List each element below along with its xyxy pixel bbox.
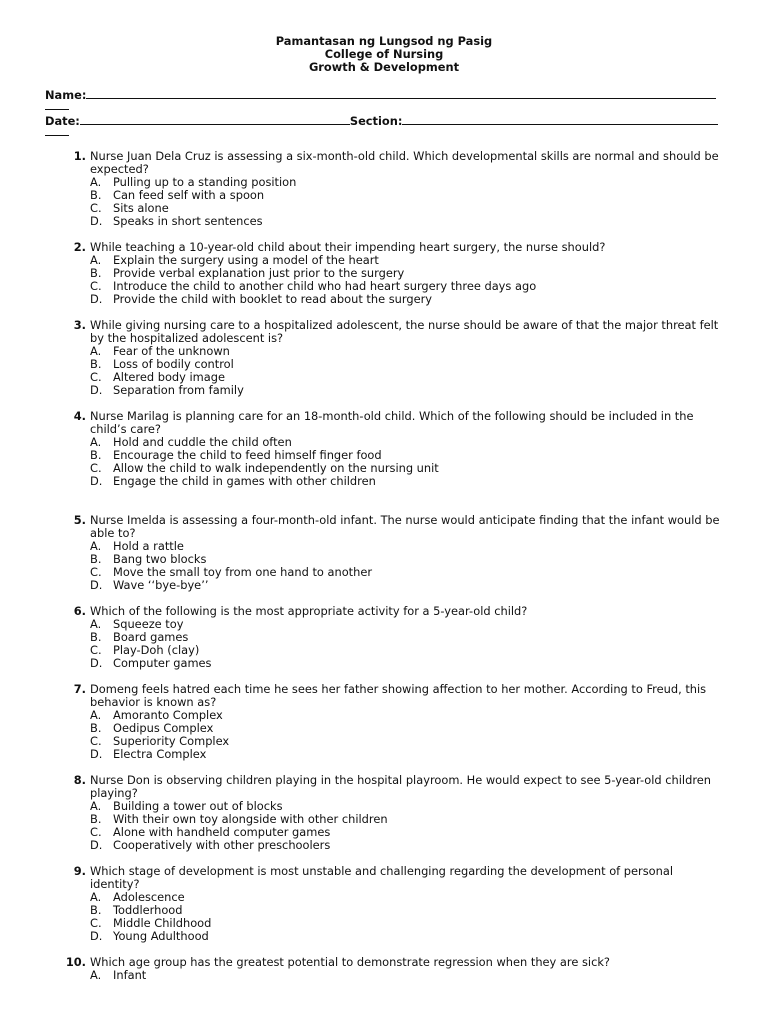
name-label: Name: (45, 88, 87, 102)
option-letter: D. (90, 474, 103, 488)
question-list (0, 150, 768, 995)
option-text: Oedipus Complex (113, 721, 214, 735)
option-letter: A. (90, 253, 102, 267)
option-letter: A. (90, 890, 102, 904)
option-text: Provide verbal explanation just prior to the surgery (113, 266, 405, 280)
answer-option (90, 891, 768, 904)
option-text: Infant (113, 968, 147, 982)
option-letter: C. (90, 461, 102, 475)
question-item (0, 605, 768, 670)
option-text: Engage the child in games with other children (113, 474, 376, 488)
subject-title: Growth & Development (308, 60, 460, 74)
question-item (0, 683, 768, 761)
date-label: Date: (45, 114, 80, 128)
date-blank-line[interactable] (80, 114, 350, 125)
name-blank-line[interactable] (86, 88, 716, 99)
option-letter: C. (90, 279, 102, 293)
question-item (0, 319, 768, 397)
option-letter: C. (90, 643, 102, 657)
answer-option (90, 748, 768, 761)
option-text: Introduce the child to another child who had heart surgery three days ago (113, 279, 537, 293)
option-text: Squeeze toy (113, 617, 184, 631)
section-label: Section: (349, 114, 403, 128)
option-letter: D. (90, 383, 103, 397)
question-number: 3. (73, 318, 86, 332)
option-letter: A. (90, 968, 102, 982)
option-letter: B. (90, 552, 102, 566)
option-text: Hold a rattle (113, 539, 184, 553)
option-letter: B. (90, 266, 102, 280)
answer-option (90, 839, 768, 852)
option-text: Bang two blocks (113, 552, 207, 566)
option-letter: D. (90, 578, 103, 592)
option-text: Hold and cuddle the child often (113, 435, 292, 449)
option-letter: A. (90, 175, 102, 189)
question-item (0, 514, 768, 592)
option-letter: D. (90, 292, 103, 306)
option-letter: D. (90, 929, 103, 943)
option-text: Superiority Complex (113, 734, 230, 748)
answer-options (0, 800, 768, 852)
option-letter: A. (90, 539, 102, 553)
option-text: Sits alone (113, 201, 169, 215)
answer-options (0, 709, 768, 761)
question-number: 9. (73, 864, 86, 878)
question-number: 1. (73, 149, 86, 163)
option-text: Speaks in short sentences (113, 214, 263, 228)
institution-name: Pamantasan ng Lungsod ng Pasig (275, 34, 493, 48)
option-text: Altered body image (113, 370, 225, 384)
question-number: 10. (65, 955, 86, 969)
option-text: Wave ‘‘bye-bye’’ (113, 578, 209, 592)
option-text: Cooperatively with other preschoolers (113, 838, 331, 852)
option-letter: A. (90, 799, 102, 813)
question-number: 7. (73, 682, 86, 696)
answer-option (90, 384, 768, 397)
option-text: Play-Doh (clay) (113, 643, 200, 657)
question-number: 2. (73, 240, 86, 254)
option-letter: B. (90, 188, 102, 202)
option-letter: D. (90, 214, 103, 228)
option-text: Electra Complex (113, 747, 207, 761)
question-text: While teaching a 10-year-old child about their impending heart surgery, the nurse should? (90, 240, 606, 254)
option-text: Provide the child with booklet to read about the surgery (113, 292, 433, 306)
answer-options (0, 891, 768, 943)
option-text: Young Adulthood (113, 929, 209, 943)
question-item (0, 410, 768, 488)
answer-option (90, 475, 768, 488)
option-text: Fear of the unknown (113, 344, 230, 358)
answer-options (0, 254, 768, 306)
option-text: With their own toy alongside with other children (113, 812, 388, 826)
option-letter: A. (90, 435, 102, 449)
option-letter: B. (90, 721, 102, 735)
question-text: Nurse Don is observing children playing in the hospital playroom. He would expect to see 5-year-old children playing? (90, 773, 711, 800)
answer-options (0, 345, 768, 397)
option-letter: B. (90, 903, 102, 917)
question-text: While giving nursing care to a hospitalized adolescent, the nurse should be aware of that the major threat felt by the hospitalized adolescent is? (90, 318, 719, 345)
option-letter: C. (90, 565, 102, 579)
option-letter: C. (90, 825, 102, 839)
answer-options (0, 436, 768, 488)
question-text: Which stage of development is most unstable and challenging regarding the development of personal identity? (90, 864, 673, 891)
question-text: Nurse Imelda is assessing a four-month-old infant. The nurse would anticipate finding that the infant would be able to? (90, 513, 720, 540)
option-text: Pulling up to a standing position (113, 175, 297, 189)
answer-option (90, 930, 768, 943)
question-number: 5. (73, 513, 86, 527)
option-letter: D. (90, 747, 103, 761)
option-letter: D. (90, 656, 103, 670)
question-item (0, 241, 768, 306)
option-letter: B. (90, 357, 102, 371)
question-item (0, 774, 768, 852)
option-letter: B. (90, 630, 102, 644)
question-item (0, 956, 768, 982)
question-number: 8. (73, 773, 86, 787)
answer-option (90, 579, 768, 592)
option-text: Building a tower out of blocks (113, 799, 283, 813)
date-section-row (45, 114, 723, 128)
answer-option (90, 215, 768, 228)
option-letter: A. (90, 708, 102, 722)
answer-option (90, 189, 768, 202)
option-text: Middle Childhood (113, 916, 212, 930)
section-blank-line[interactable] (402, 114, 718, 125)
answer-options (0, 618, 768, 670)
option-text: Encourage the child to feed himself finger food (113, 448, 382, 462)
option-text: Allow the child to walk independently on the nursing unit (113, 461, 439, 475)
option-text: Toddlerhood (113, 903, 183, 917)
option-text: Move the small toy from one hand to another (113, 565, 373, 579)
answer-options (0, 969, 768, 982)
option-text: Loss of bodily control (113, 357, 234, 371)
option-letter: C. (90, 734, 102, 748)
option-text: Explain the surgery using a model of the heart (113, 253, 379, 267)
option-text: Board games (113, 630, 189, 644)
college-name: College of Nursing (324, 47, 444, 61)
option-text: Computer games (113, 656, 212, 670)
option-letter: C. (90, 916, 102, 930)
answer-option (90, 293, 768, 306)
option-text: Can feed self with a spoon (113, 188, 265, 202)
option-text: Separation from family (113, 383, 244, 397)
document-header (0, 35, 768, 74)
name-field-row (45, 88, 723, 102)
option-letter: C. (90, 370, 102, 384)
option-letter: D. (90, 838, 103, 852)
answer-option (90, 657, 768, 670)
answer-option (90, 618, 768, 631)
option-letter: C. (90, 201, 102, 215)
question-text: Nurse Marilag is planning care for an 18-month-old child. Which of the following should be included in the child’s care? (90, 409, 694, 436)
name-line-continuation (45, 109, 69, 110)
question-number: 4. (73, 409, 86, 423)
option-letter: A. (90, 344, 102, 358)
option-letter: B. (90, 812, 102, 826)
question-text: Nurse Juan Dela Cruz is assessing a six-month-old child. Which developmental skills are normal and should be expected? (90, 149, 719, 176)
question-number: 6. (73, 604, 86, 618)
option-text: Alone with handheld computer games (113, 825, 331, 839)
option-text: Amoranto Complex (113, 708, 223, 722)
answer-options (0, 540, 768, 592)
option-letter: A. (90, 617, 102, 631)
question-item (0, 150, 768, 228)
question-text: Which of the following is the most appropriate activity for a 5-year-old child? (90, 604, 528, 618)
date-line-continuation (45, 135, 69, 136)
option-letter: B. (90, 448, 102, 462)
answer-option (90, 969, 768, 982)
question-text: Domeng feels hatred each time he sees her father showing affection to her mother. According to Freud, this behavior is known as? (90, 682, 707, 709)
option-text: Adolescence (113, 890, 185, 904)
question-item (0, 865, 768, 943)
answer-options (0, 176, 768, 228)
question-text: Which age group has the greatest potential to demonstrate regression when they are sick? (90, 955, 610, 969)
